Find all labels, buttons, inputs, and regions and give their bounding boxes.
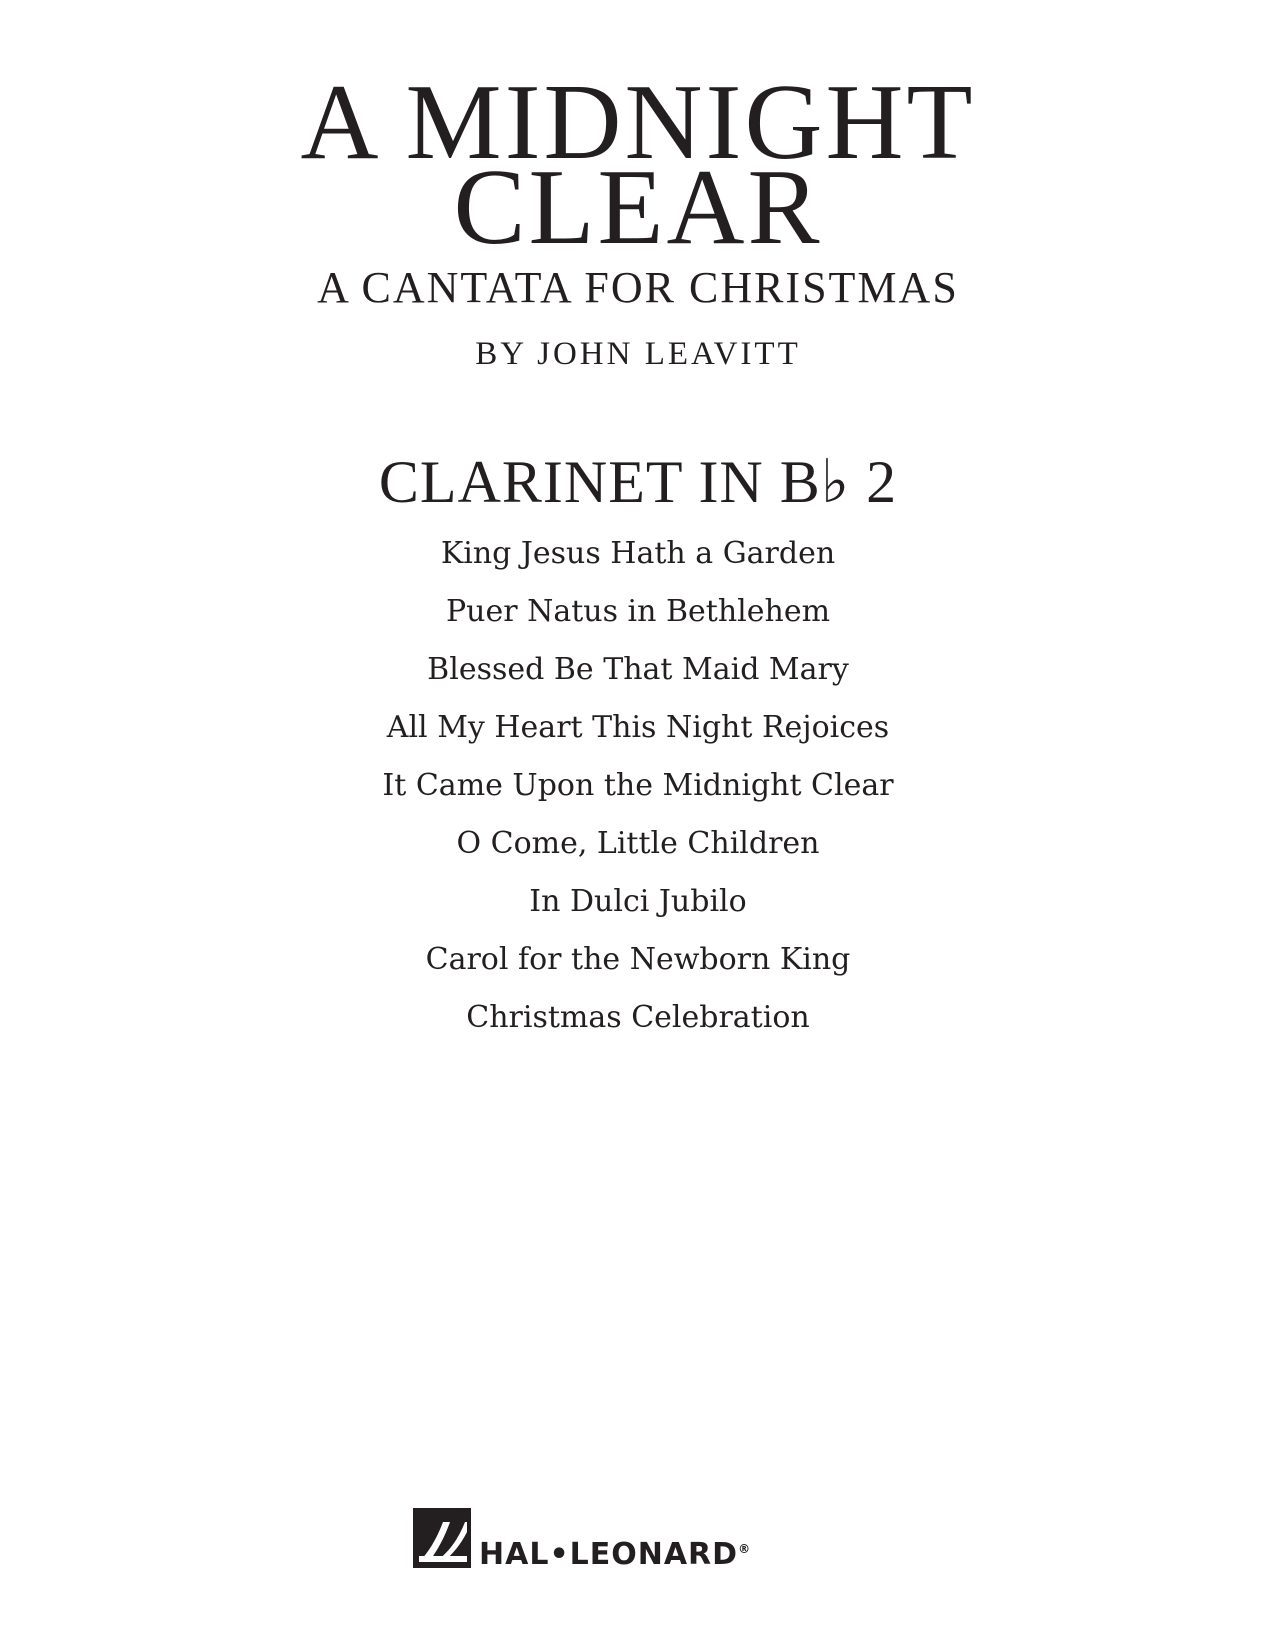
registered-mark: ® [738, 1542, 752, 1556]
list-item: Christmas Celebration [466, 1000, 810, 1035]
list-item: In Dulci Jubilo [529, 884, 747, 919]
list-item: King Jesus Hath a Garden [440, 536, 836, 571]
list-item: Carol for the Newborn King [425, 942, 851, 977]
list-item: Puer Natus in Bethlehem [445, 594, 831, 629]
title-line-1: A MIDNIGHT [300, 63, 976, 182]
list-item: All My Heart This Night Rejoices [386, 710, 890, 745]
publisher-name-text: HAL•LEONARD [479, 1537, 739, 1572]
list-item: O Come, Little Children [456, 826, 820, 861]
publisher-logo [413, 1508, 873, 1572]
publisher-name [479, 1530, 751, 1574]
list-item: It Came Upon the Midnight Clear [382, 768, 894, 803]
title-line-2: CLEAR [453, 148, 823, 267]
subtitle: A CANTATA FOR CHRISTMAS [317, 263, 959, 312]
hal-leonard-logo-mark-icon [413, 1508, 471, 1568]
contents-list [0, 534, 1276, 1056]
composer-byline: BY JOHN LEAVITT [475, 336, 801, 372]
list-item: Blessed Be That Maid Mary [427, 652, 849, 687]
instrument-part: CLARINET IN B♭ 2 [378, 449, 898, 515]
